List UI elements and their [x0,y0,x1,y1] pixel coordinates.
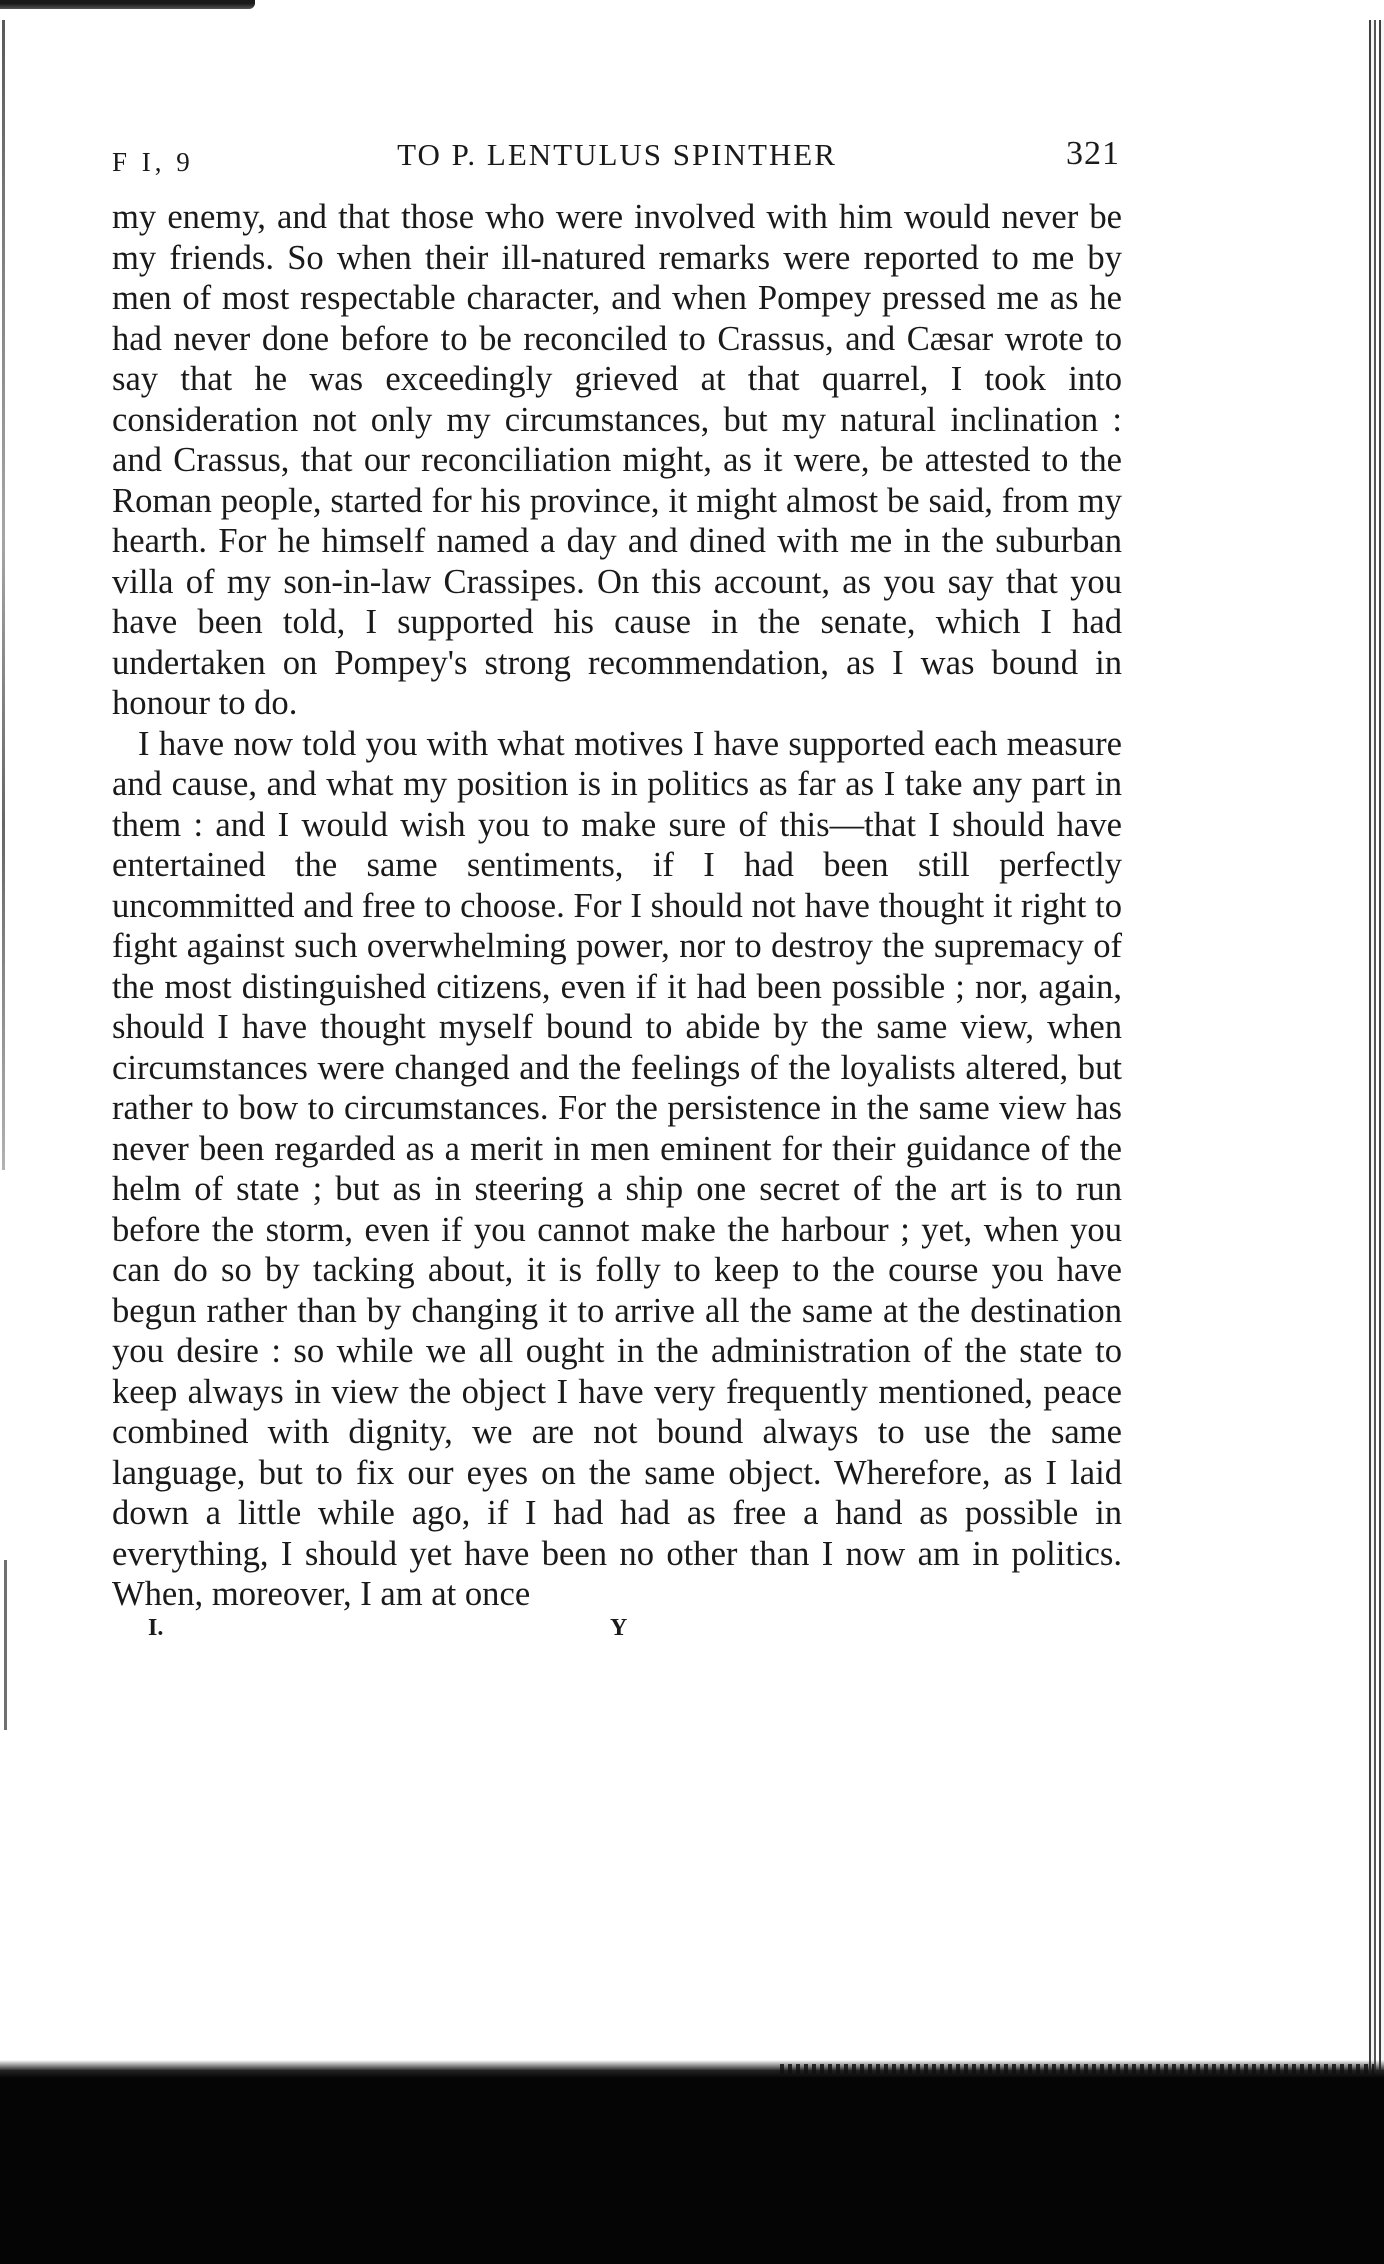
page-number: 321 [1066,135,1120,172]
paragraph-1: my enemy, and that those who were involved with him would never be my friends. So when their ill-natured remarks were reported to me by men of most respectable character, and when Pompey pressed me as he had never done before to be reconciled to Crassus, and Cæsar wrote to say that he was exceedingly grieved at that quarrel, I took into consideration not only my circumstances, but my natural inclination : and Crassus, that our reconciliation might, as it were, be attested to the Roman people, started for his province, it might almost be said, from my hearth. For he himself named a day and dined with me in the suburban villa of my son-in-law Crassipes. On this account, as you say that you have been told, I supported his cause in the senate, which I had undertaken on Pompey's strong recommendation, as I was bound in honour to do. [112,198,1122,722]
paragraph-2: I have now told you with what motives I have supported each measure and cause, and what my position is in politics as far as I take any part in them : and I would wish you to make sure of this—that I should have entertained the same sentiments, if I had been still perfectly uncommitted and free to choose. For I should not have thought it right to fight against such overwhelming power, nor to destroy the supremacy of the most distinguished citizens, even if it had been possible ; nor, again, should I have thought myself bound to abide by the same view, when circumstances were changed and the feelings of the loyalists altered, but rather to bow to circumstances. For the persistence in the same view has never been regarded as a merit in men eminent for their guidance of the helm of state ; but as in steering a ship one secret of the art is to run before the storm, even if you cannot make the harbour ; yet, when you can do so by tacking about, it is folly to keep to the course you have begun rather than by changing it to arrive all the same at the destination you desire : so while we all ought in the administration of the state to keep always in view the object I have very frequently mentioned, peace combined with dignity, we are not bound always to use the same language, but to fix our eyes on the same object. Wherefore, as I laid down a little while ago, if I had had as free a hand as possible in everything, I should yet have been no other than I now am in politics. When, moreover, I am at once [112,724,1122,1613]
folio-reference: F I, 9 [112,147,194,177]
scan-corner-rule [0,0,255,9]
scan-left-edge-lower [4,1560,7,1730]
book-page [112,135,1122,1655]
page-binding-edge [1366,20,1384,2100]
running-header [112,135,1122,187]
running-title: TO P. LENTULUS SPINTHER [397,137,837,172]
scan-bottom-shadow [0,2070,1384,2264]
scan-edge-texture [780,2064,1374,2076]
signature-mark: Y [610,1614,628,1641]
body-text [112,197,1122,1615]
scan-left-edge [2,20,5,1170]
signature-volume: I. [148,1614,164,1641]
page-footer [112,1615,1122,1655]
